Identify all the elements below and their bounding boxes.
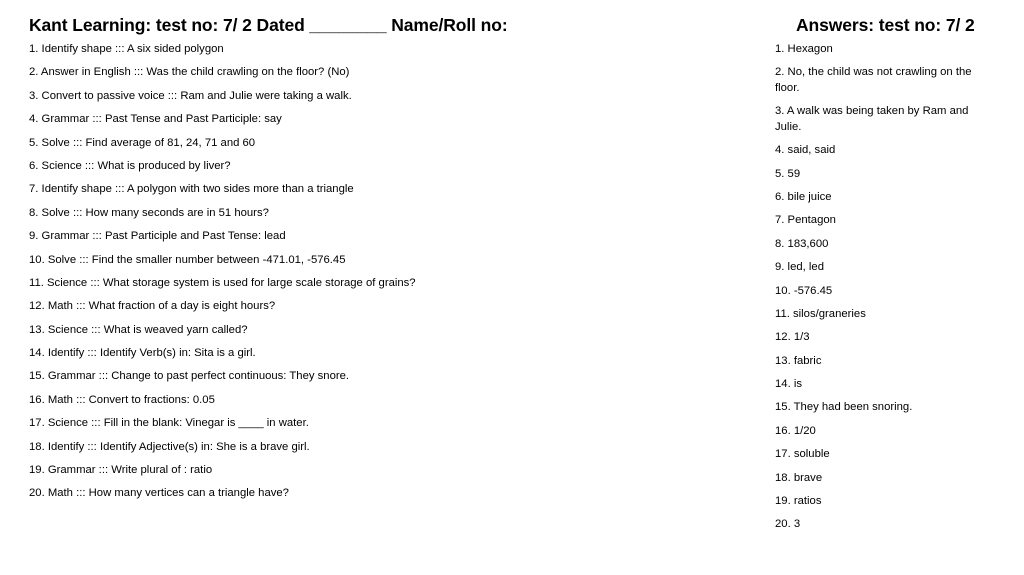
answers-title: Answers: test no: 7/ 2 [796, 15, 975, 35]
question-item: 20. Math ::: How many vertices can a triangle have? [29, 487, 289, 500]
question-item: 12. Math ::: What fraction of a day is eight hours? [29, 300, 276, 313]
answer-item: 19. ratios [775, 495, 822, 508]
answer-item: 11. silos/graneries [775, 307, 866, 320]
question-item: 7. Identify shape ::: A polygon with two sides more than a triangle [29, 183, 354, 196]
question-item: 16. Math ::: Convert to fractions: 0.05 [29, 393, 215, 406]
answer-item: 9. led, led [775, 261, 824, 274]
answer-item: 1. Hexagon [775, 43, 833, 55]
question-item: 17. Science ::: Fill in the blank: Vinegar is ____ in water. [29, 417, 309, 430]
answer-item: 6. bile juice [775, 190, 832, 203]
question-list [29, 42, 749, 510]
answer-item: 7. Pentagon [775, 214, 836, 227]
answer-item: 2. No, the child was not crawling on the floor. [775, 66, 972, 94]
question-item: 14. Identify ::: Identify Verb(s) in: Sita is a girl. [29, 347, 256, 360]
answer-item: 8. 183,600 [775, 237, 829, 250]
answer-item: 5. 59 [775, 167, 801, 180]
test-title: Kant Learning: test no: 7/ 2 Dated ________ Name/Roll no: [29, 15, 508, 35]
question-item: 6. Science ::: What is produced by liver? [29, 159, 231, 172]
answer-item: 20. 3 [775, 518, 801, 531]
answer-item: 15. They had been snoring. [775, 401, 913, 414]
question-item: 9. Grammar ::: Past Participle and Past Tense: lead [29, 230, 286, 243]
question-item: 13. Science ::: What is weaved yarn called? [29, 323, 248, 336]
question-item: 10. Solve ::: Find the smaller number between -471.01, -576.45 [29, 253, 346, 266]
question-item: 5. Solve ::: Find average of 81, 24, 71 and 60 [29, 136, 256, 149]
answer-item: 10. -576.45 [775, 284, 833, 297]
question-item: 1. Identify shape ::: A six sided polygon [29, 43, 224, 55]
question-item: 15. Grammar ::: Change to past perfect continuous: They snore. [29, 370, 350, 383]
question-item: 2. Answer in English ::: Was the child crawling on the floor? (No) [29, 66, 350, 79]
answer-item: 14. is [775, 378, 803, 391]
question-item: 3. Convert to passive voice ::: Ram and Julie were taking a walk. [29, 89, 352, 102]
question-item: 4. Grammar ::: Past Tense and Past Participle: say [29, 113, 282, 126]
question-item: 11. Science ::: What storage system is used for large scale storage of grains? [29, 276, 416, 289]
answer-item: 13. fabric [775, 354, 822, 367]
question-item: 18. Identify ::: Identify Adjective(s) in: She is a brave girl. [29, 440, 310, 453]
answer-item: 12. 1/3 [775, 331, 810, 344]
answer-item: 18. brave [775, 471, 823, 484]
answer-item: 4. said, said [775, 144, 836, 157]
answer-item: 17. soluble [775, 448, 830, 461]
question-item: 19. Grammar ::: Write plural of : ratio [29, 464, 213, 477]
question-item: 8. Solve ::: How many seconds are in 51 hours? [29, 206, 269, 219]
answer-item: 3. A walk was being taken by Ram and Julie. [775, 105, 969, 133]
answer-item: 16. 1/20 [775, 424, 816, 437]
answer-list [775, 42, 975, 541]
